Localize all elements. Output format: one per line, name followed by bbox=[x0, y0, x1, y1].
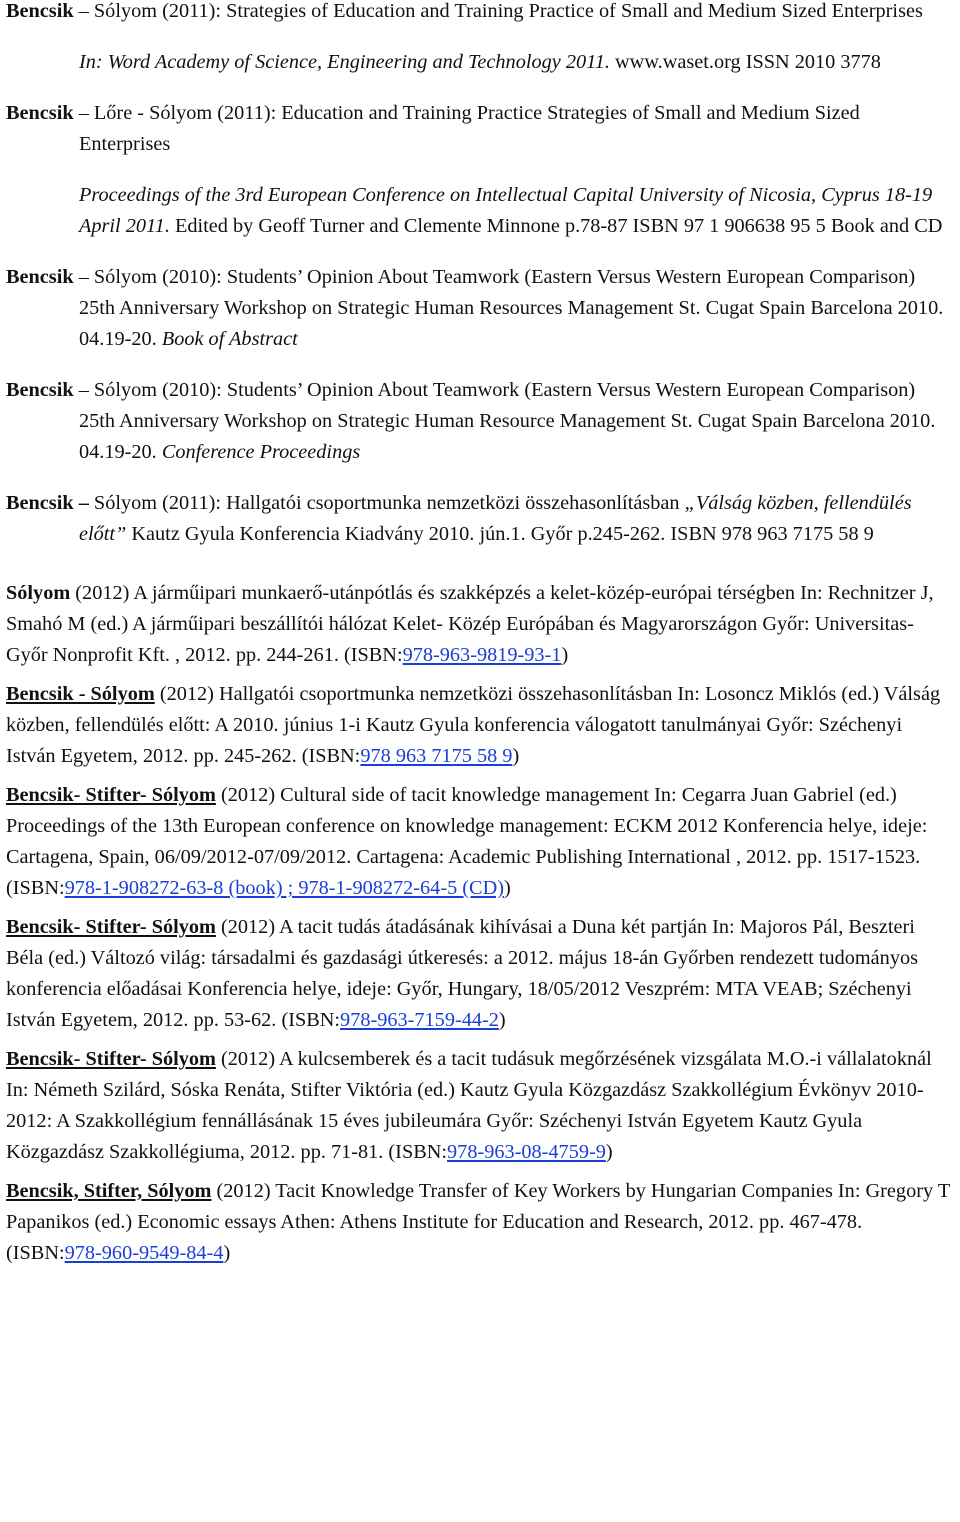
reference-publication-type: Conference Proceedings bbox=[161, 441, 361, 463]
reference-author: Bencsik- Stifter- Sólyom bbox=[6, 916, 216, 938]
isbn-link[interactable]: 978-963-08-4759-9 bbox=[447, 1141, 606, 1163]
reference-author: Sólyom bbox=[6, 582, 71, 604]
reference-title: „Válság közben, fellendülés előtt” bbox=[79, 492, 912, 545]
reference-entry bbox=[6, 262, 954, 355]
reference-publication-type: Book of Abstract bbox=[161, 328, 298, 350]
isbn-link[interactable]: 978 963 7175 58 9 bbox=[360, 745, 513, 767]
closing-paren: ) bbox=[512, 745, 520, 767]
reference-entry bbox=[6, 578, 954, 671]
closing-paren: ) bbox=[561, 644, 569, 666]
isbn-link[interactable]: 978-963-7159-44-2 bbox=[340, 1009, 499, 1031]
reference-text: – Sólyom (2010): Students’ Opinion About Teamwork (Eastern Versus Western European Comparison) 25th Anniversary Workshop on Strategic Human Resource Management St. Cugat Spain Barcelona 2010. 04.19-20. bbox=[73, 379, 936, 463]
closing-paren: ) bbox=[498, 1009, 506, 1031]
reference-author: Bencsik bbox=[6, 266, 74, 288]
isbn-link[interactable]: 978-960-9549-84-4 bbox=[64, 1242, 224, 1264]
reference-author: Bencsik bbox=[6, 379, 74, 401]
reference-text: – Sólyom (2010): Students’ Opinion About Teamwork (Eastern Versus Western European Comparison) 25th Anniversary Workshop on Strategic Human Resources Management St. Cugat Spain Barcelona 2010. 04.19-20. bbox=[73, 266, 944, 350]
reference-entry bbox=[6, 1176, 954, 1269]
reference-text: (2012) A járműipari munkaerő-utánpótlás és szakképzés a kelet-közép-európai térségben In: Rechnitzer J, Smahó M (ed.) A járműipari beszállítói hálózat Kelet- Közép Európában és Magyarországon Győr: Universitas-Győr Nonprofit Kft. , 2012. pp. 244-261. (ISBN: bbox=[6, 582, 934, 666]
reference-author: Bencsik - Sólyom bbox=[6, 683, 155, 705]
reference-entry bbox=[6, 98, 954, 242]
reference-text: (2012) A kulcsemberek és a tacit tudásuk megőrzésének vizsgálata M.O.-i vállalatoknál In: Németh Szilárd, Sóska Renáta, Stifter Viktória (ed.) Kautz Gyula Közgazdász Szakkollégium Évkönyv 2010-2012: A Szakkollégium fennállásának 15 éves jubileumára Győr: Széchenyi István Egyetem Kautz Gyula Közgazdász Szakkollégiuma, 2012. pp. 71-81. (ISBN: bbox=[6, 1048, 932, 1163]
reference-entry bbox=[6, 679, 954, 772]
reference-text: (2012) Tacit Knowledge Transfer of Key Workers by Hungarian Companies In: Gregory T Papanikos (ed.) Economic essays Athen: Athens Institute for Education and Research, 2012. pp. 467-478. (ISBN: bbox=[6, 1180, 950, 1264]
reference-entry bbox=[6, 375, 954, 468]
reference-text: (2012) Hallgatói csoportmunka nemzetközi összehasonlításban In: Losoncz Miklós (ed.) Válság közben, fellendülés előtt: A 2010. június 1-i Kautz Gyula konferencia válogatott tanulmányai Győr: Széchenyi István Egyetem, 2012. pp. 245-262. (ISBN: bbox=[6, 683, 941, 767]
closing-paren: ) bbox=[223, 1242, 231, 1264]
reference-entry bbox=[6, 780, 954, 904]
reference-author: Bencsik bbox=[6, 102, 74, 124]
reference-text: – Sólyom (2011): Strategies of Education and Training Practice of Small and Medium Sized Enterprises bbox=[73, 0, 923, 22]
reference-author: Bencsik bbox=[6, 0, 74, 22]
reference-author: Bencsik- Stifter- Sólyom bbox=[6, 784, 216, 806]
isbn-link[interactable]: 978-963-9819-93-1 bbox=[402, 644, 562, 666]
reference-author: Bencsik, Stifter, Sólyom bbox=[6, 1180, 212, 1202]
reference-text: (2012) A tacit tudás átadásának kihívásai a Duna két partján In: Majoros Pál, Beszteri Béla (ed.) Változó világ: társadalmi és gazdasági útkeresés: a 2012. május 18-án Győrben rendezett tudományos konferencia előadásai Konferencia helye, ideje: Győr, Hungary, 18/05/2012 Veszprém: MTA VEAB; Széchenyi István Egyetem, 2012. pp. 53-62. (ISBN: bbox=[6, 916, 918, 1031]
reference-entry bbox=[6, 912, 954, 1036]
reference-entry bbox=[6, 0, 954, 78]
reference-publication-detail: Kautz Gyula Konferencia Kiadvány 2010. jún.1. Győr p.245-262. ISBN 978 963 7175 58 9 bbox=[126, 523, 874, 545]
reference-publication-detail: www.waset.org ISSN 2010 3778 bbox=[609, 51, 881, 73]
reference-text: Sólyom (2011): Hallgatói csoportmunka nemzetközi összehasonlításban bbox=[88, 492, 685, 514]
reference-author: Bencsik – bbox=[6, 492, 89, 514]
isbn-link[interactable]: 978-1-908272-63-8 (book) ; 978-1-908272-64-5 (CD) bbox=[64, 877, 504, 899]
reference-entry bbox=[6, 1044, 954, 1168]
reference-publication: Proceedings of the 3rd European Conference on Intellectual Capital University of Nicosia, Cyprus 18-19 April 2011. bbox=[79, 184, 933, 237]
closing-paren: ) bbox=[605, 1141, 613, 1163]
reference-author: Bencsik- Stifter- Sólyom bbox=[6, 1048, 216, 1070]
reference-publication: In: Word Academy of Science, Engineering and Technology 2011. bbox=[79, 51, 610, 73]
reference-publication-detail: Edited by Geoff Turner and Clemente Minnone p.78-87 ISBN 97 1 906638 95 5 Book and CD bbox=[169, 215, 943, 237]
reference-entry bbox=[6, 488, 954, 550]
reference-text: (2012) Cultural side of tacit knowledge management In: Cegarra Juan Gabriel (ed.) Proceedings of the 13th European conference on knowledge management: ECKM 2012 Konferencia helye, ideje: Cartagena, Spain, 06/09/2012-07/09/2012. Cartagena: Academic Publishing International , 2012. pp. 1517-1523. (ISBN: bbox=[6, 784, 928, 899]
reference-text: – Lőre - Sólyom (2011): Education and Training Practice Strategies of Small and Medium Sized Enterprises bbox=[73, 102, 860, 155]
closing-paren: ) bbox=[503, 877, 511, 899]
